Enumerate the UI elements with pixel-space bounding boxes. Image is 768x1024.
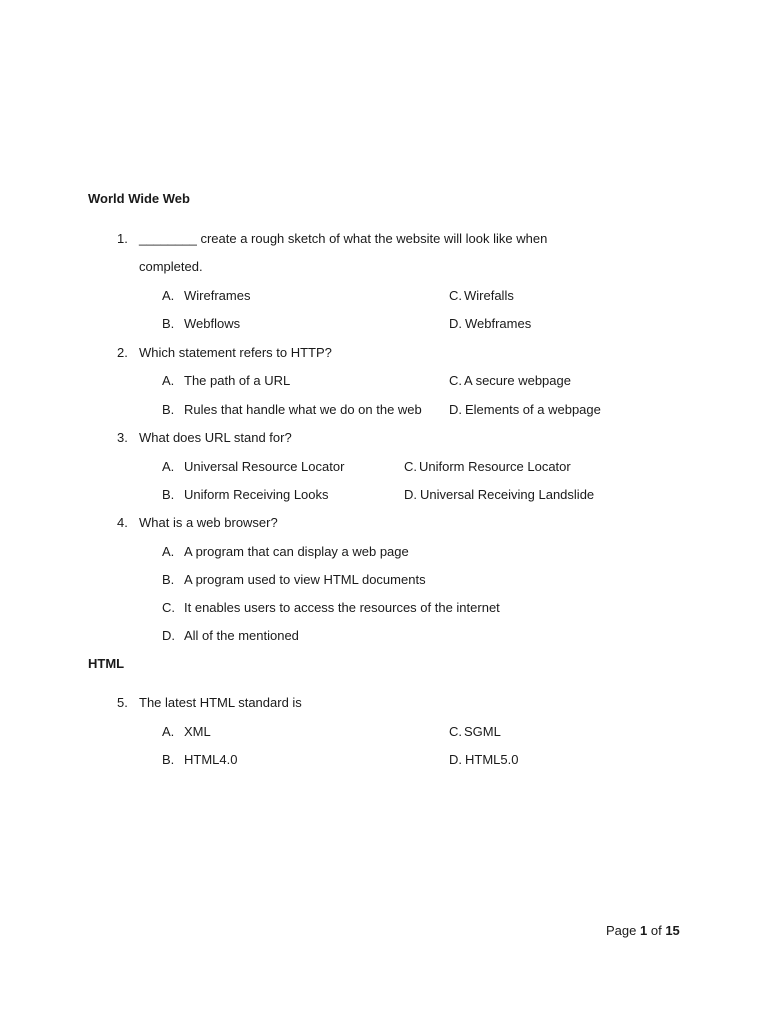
option-letter: D. [449, 402, 462, 417]
option-text: Universal Resource Locator [184, 459, 345, 474]
option-text: A secure webpage [464, 373, 571, 388]
option-letter: B. [162, 316, 175, 331]
question-text-continued: completed. [139, 259, 203, 274]
option-letter: B. [162, 752, 175, 767]
section-heading-www: World Wide Web [88, 191, 190, 206]
option-text: A program that can display a web page [184, 544, 409, 559]
question-text: What does URL stand for? [139, 430, 292, 445]
option-text: Uniform Resource Locator [419, 459, 571, 474]
option-text: HTML4.0 [184, 752, 238, 767]
option-text: All of the mentioned [184, 628, 299, 643]
option-letter: C. [449, 288, 462, 303]
question-text: The latest HTML standard is [139, 695, 302, 710]
option-letter: D. [404, 487, 417, 502]
option-letter: A. [162, 459, 175, 474]
option-text: Uniform Receiving Looks [184, 487, 329, 502]
option-letter: D. [162, 628, 175, 643]
option-text: XML [184, 724, 211, 739]
option-text: Rules that handle what we do on the web [184, 402, 422, 417]
option-letter: A. [162, 288, 175, 303]
option-text: Webflows [184, 316, 241, 331]
option-text: The path of a URL [184, 373, 291, 388]
option-text: It enables users to access the resources of the internet [184, 600, 500, 615]
option-letter: B. [162, 572, 175, 587]
question-number: 5. [117, 695, 128, 710]
option-letter: D. [449, 316, 462, 331]
question-number: 2. [117, 345, 128, 360]
option-letter: A. [162, 544, 175, 559]
total-pages: 15 [665, 923, 680, 938]
option-text: A program used to view HTML documents [184, 572, 426, 587]
option-letter: B. [162, 487, 175, 502]
option-text: Webframes [465, 316, 532, 331]
option-text: SGML [464, 724, 501, 739]
option-text: Universal Receiving Landslide [420, 487, 595, 502]
option-text: Elements of a webpage [465, 402, 601, 417]
question-number: 4. [117, 515, 128, 530]
option-text: HTML5.0 [465, 752, 519, 767]
question-number: 1. [117, 231, 128, 246]
option-letter: A. [162, 373, 175, 388]
question-text: ________ create a rough sketch of what the website will look like when [139, 231, 548, 246]
option-letter: D. [449, 752, 462, 767]
option-letter: C. [449, 373, 462, 388]
page-number-footer [606, 923, 680, 939]
option-letter: C. [162, 600, 175, 615]
page-label: Page [606, 923, 637, 938]
option-letter: C. [449, 724, 462, 739]
option-text: Wirefalls [464, 288, 514, 303]
option-letter: B. [162, 402, 175, 417]
question-text: Which statement refers to HTTP? [139, 345, 332, 360]
question-text: What is a web browser? [139, 515, 278, 530]
of-label: of [650, 923, 662, 938]
current-page: 1 [640, 923, 648, 938]
section-heading-html: HTML [88, 656, 125, 671]
option-letter: C. [404, 459, 417, 474]
question-number: 3. [117, 430, 128, 445]
option-text: Wireframes [184, 288, 251, 303]
option-letter: A. [162, 724, 175, 739]
